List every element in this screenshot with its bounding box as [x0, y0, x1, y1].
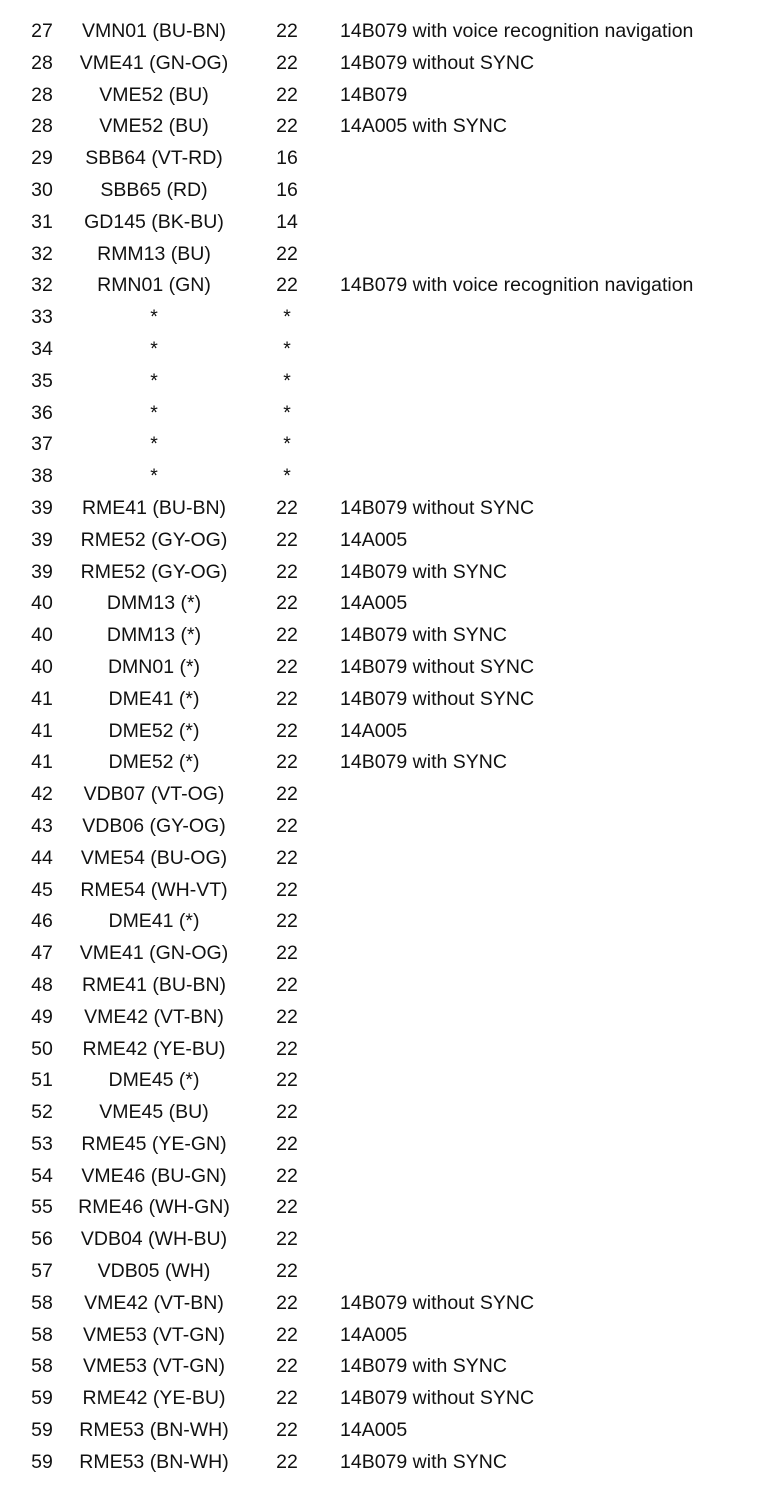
wire-gauge-cell: 22 [276, 1355, 298, 1378]
table-row [0, 1129, 768, 1161]
table-row [0, 48, 768, 80]
wire-gauge-cell: 22 [276, 1196, 298, 1219]
table-row [0, 461, 768, 493]
circuit-cell: SBB65 (RD) [100, 178, 208, 201]
circuit-cell: RME52 (GY-OG) [80, 528, 228, 551]
pin-number-cell: 59 [31, 1450, 53, 1473]
circuit-cell: RME54 (WH-VT) [80, 878, 228, 901]
circuit-cell: VME41 (GN-OG) [79, 51, 229, 74]
pin-number-cell: 52 [31, 1101, 53, 1124]
wire-gauge-cell: 22 [276, 814, 298, 837]
table-row [0, 1034, 768, 1066]
comment-cell: 14A005 [340, 1323, 408, 1346]
table-row [0, 1256, 768, 1288]
table-row [0, 1192, 768, 1224]
wire-gauge-cell: 22 [276, 1260, 298, 1283]
circuit-cell: RME46 (WH-GN) [78, 1196, 230, 1219]
circuit-cell: * [150, 306, 158, 329]
wire-gauge-cell: 22 [276, 1101, 298, 1124]
pin-number-cell: 27 [31, 20, 53, 42]
table-row [0, 557, 768, 589]
pin-number-cell: 42 [31, 783, 53, 806]
wire-gauge-cell: 14 [276, 210, 298, 233]
table-row [0, 143, 768, 175]
pin-number-cell: 31 [31, 210, 53, 233]
table-row [0, 811, 768, 843]
table-row [0, 1288, 768, 1320]
wire-gauge-cell: 22 [276, 1291, 298, 1314]
pin-number-cell: 59 [31, 1419, 53, 1442]
wire-gauge-cell: 22 [276, 942, 298, 965]
wire-gauge-cell: * [283, 401, 291, 424]
wire-gauge-cell: 22 [276, 846, 298, 869]
comment-cell: 14B079 with voice recognition navigation [340, 20, 694, 42]
pin-number-cell: 40 [31, 655, 53, 678]
circuit-cell: VDB06 (GY-OG) [82, 814, 226, 837]
table-row [0, 1351, 768, 1383]
comment-cell: 14A005 [340, 528, 408, 551]
pin-number-cell: 29 [31, 147, 53, 170]
circuit-cell: VME54 (BU-OG) [80, 846, 228, 869]
pin-number-cell: 58 [31, 1291, 53, 1314]
circuit-cell: DMM13 (*) [106, 624, 202, 647]
circuit-cell: * [150, 433, 158, 456]
comment-cell: 14B079 without SYNC [340, 51, 535, 74]
pin-number-cell: 32 [31, 274, 53, 297]
table-row [0, 620, 768, 652]
table-row [0, 334, 768, 366]
wire-gauge-cell: 22 [276, 624, 298, 647]
table-row [0, 652, 768, 684]
table-row [0, 938, 768, 970]
comment-cell: 14B079 without SYNC [340, 496, 535, 519]
pinout-table [0, 16, 768, 1479]
circuit-cell: SBB64 (VT-RD) [85, 147, 223, 170]
wire-gauge-cell: 22 [276, 1132, 298, 1155]
wire-gauge-cell: * [283, 337, 291, 360]
circuit-cell: VME52 (BU) [99, 115, 209, 138]
wire-gauge-cell: 22 [276, 83, 298, 106]
circuit-cell: DME41 (*) [108, 910, 200, 933]
table-row [0, 366, 768, 398]
pin-number-cell: 33 [31, 306, 53, 329]
circuit-cell: VME42 (VT-BN) [84, 1291, 224, 1314]
circuit-cell: RMN01 (GN) [97, 274, 211, 297]
wire-gauge-cell: * [283, 465, 291, 488]
circuit-cell: RME53 (BN-WH) [79, 1450, 229, 1473]
pin-number-cell: 58 [31, 1323, 53, 1346]
table-row [0, 207, 768, 239]
pin-number-cell: 28 [31, 83, 53, 106]
pin-number-cell: 40 [31, 592, 53, 615]
circuit-cell: DME45 (*) [108, 1069, 200, 1092]
comment-cell: 14B079 without SYNC [340, 687, 535, 710]
pin-number-cell: 37 [31, 433, 53, 456]
table-row [0, 1065, 768, 1097]
table-row [0, 588, 768, 620]
table-row [0, 398, 768, 430]
table-row [0, 493, 768, 525]
pin-number-cell: 54 [31, 1164, 53, 1187]
table-row [0, 1002, 768, 1034]
circuit-cell: * [150, 369, 158, 392]
table-row [0, 716, 768, 748]
wire-gauge-cell: 22 [276, 528, 298, 551]
circuit-cell: * [150, 401, 158, 424]
comment-cell: 14B079 with voice recognition navigation [340, 274, 694, 297]
table-row [0, 970, 768, 1002]
wire-gauge-cell: 22 [276, 115, 298, 138]
table-row [0, 111, 768, 143]
pin-number-cell: 49 [31, 1005, 53, 1028]
comment-cell: 14B079 [340, 83, 408, 106]
table-row [0, 684, 768, 716]
pin-number-cell: 39 [31, 560, 53, 583]
comment-cell: 14A005 [340, 719, 408, 742]
circuit-cell: * [150, 337, 158, 360]
pin-number-cell: 41 [31, 719, 53, 742]
circuit-cell: VDB05 (WH) [97, 1260, 211, 1283]
circuit-cell: VME42 (VT-BN) [84, 1005, 224, 1028]
wire-gauge-cell: 22 [276, 783, 298, 806]
circuit-cell: RME53 (BN-WH) [79, 1419, 229, 1442]
table-row [0, 1383, 768, 1415]
wire-gauge-cell: 22 [276, 20, 298, 42]
circuit-cell: VME52 (BU) [99, 83, 209, 106]
pin-number-cell: 28 [31, 51, 53, 74]
pin-number-cell: 32 [31, 242, 53, 265]
wire-gauge-cell: 22 [276, 1323, 298, 1346]
circuit-cell: * [150, 465, 158, 488]
circuit-cell: RME42 (YE-BU) [82, 1387, 226, 1410]
pin-number-cell: 35 [31, 369, 53, 392]
wire-gauge-cell: 22 [276, 655, 298, 678]
table-row [0, 747, 768, 779]
wire-gauge-cell: 22 [276, 1419, 298, 1442]
comment-cell: 14A005 [340, 1419, 408, 1442]
pin-number-cell: 57 [31, 1260, 53, 1283]
comment-cell: 14B079 without SYNC [340, 1291, 535, 1314]
circuit-cell: VME53 (VT-GN) [83, 1355, 225, 1378]
table-row [0, 1161, 768, 1193]
pin-number-cell: 38 [31, 465, 53, 488]
circuit-cell: VME46 (BU-GN) [81, 1164, 227, 1187]
wire-gauge-cell: 22 [276, 878, 298, 901]
wire-gauge-cell: 22 [276, 751, 298, 774]
pin-number-cell: 48 [31, 973, 53, 996]
wire-gauge-cell: 22 [276, 560, 298, 583]
table-row [0, 1224, 768, 1256]
wire-gauge-cell: 22 [276, 1387, 298, 1410]
pin-number-cell: 44 [31, 846, 53, 869]
table-row [0, 525, 768, 557]
pin-number-cell: 47 [31, 942, 53, 965]
comment-cell: 14B079 with SYNC [340, 751, 507, 774]
pin-number-cell: 45 [31, 878, 53, 901]
pin-number-cell: 56 [31, 1228, 53, 1251]
circuit-cell: DME52 (*) [108, 719, 200, 742]
pin-number-cell: 36 [31, 401, 53, 424]
circuit-cell: RME45 (YE-GN) [81, 1132, 227, 1155]
table-row [0, 1097, 768, 1129]
comment-cell: 14A005 [340, 592, 408, 615]
wire-gauge-cell: 22 [276, 496, 298, 519]
circuit-cell: VDB07 (VT-OG) [83, 783, 225, 806]
comment-cell: 14B079 with SYNC [340, 1450, 507, 1473]
wire-gauge-cell: 22 [276, 592, 298, 615]
pin-number-cell: 43 [31, 814, 53, 837]
table-row [0, 175, 768, 207]
circuit-cell: VME53 (VT-GN) [83, 1323, 225, 1346]
comment-cell: 14B079 without SYNC [340, 1387, 535, 1410]
wire-gauge-cell: 22 [276, 1450, 298, 1473]
table-row [0, 875, 768, 907]
wire-gauge-cell: 22 [276, 973, 298, 996]
pin-number-cell: 34 [31, 337, 53, 360]
table-row [0, 429, 768, 461]
comment-cell: 14B079 with SYNC [340, 560, 507, 583]
pin-number-cell: 59 [31, 1387, 53, 1410]
circuit-cell: VME41 (GN-OG) [79, 942, 229, 965]
wire-gauge-cell: 22 [276, 1069, 298, 1092]
pin-number-cell: 41 [31, 687, 53, 710]
circuit-cell: RME41 (BU-BN) [81, 496, 227, 519]
pin-number-cell: 50 [31, 1037, 53, 1060]
wire-gauge-cell: * [283, 433, 291, 456]
pin-number-cell: 41 [31, 751, 53, 774]
wire-gauge-cell: 22 [276, 1005, 298, 1028]
wire-gauge-cell: 22 [276, 51, 298, 74]
wire-gauge-cell: 22 [276, 687, 298, 710]
pin-number-cell: 46 [31, 910, 53, 933]
wire-gauge-cell: 16 [276, 147, 298, 170]
table-row [0, 779, 768, 811]
circuit-cell: RME52 (GY-OG) [80, 560, 228, 583]
wire-gauge-cell: 22 [276, 719, 298, 742]
table-row [0, 80, 768, 112]
circuit-cell: DMN01 (*) [107, 655, 201, 678]
table-row [0, 843, 768, 875]
comment-cell: 14A005 with SYNC [340, 115, 507, 138]
pin-number-cell: 58 [31, 1355, 53, 1378]
pin-number-cell: 53 [31, 1132, 53, 1155]
wire-gauge-cell: 22 [276, 242, 298, 265]
pin-number-cell: 51 [31, 1069, 53, 1092]
table-row [0, 1415, 768, 1447]
circuit-cell: VMN01 (BU-BN) [81, 20, 227, 42]
wire-gauge-cell: 22 [276, 1164, 298, 1187]
comment-cell: 14B079 with SYNC [340, 1355, 507, 1378]
table-row [0, 239, 768, 271]
circuit-cell: VDB04 (WH-BU) [80, 1228, 228, 1251]
pin-number-cell: 30 [31, 178, 53, 201]
wire-gauge-cell: 22 [276, 1037, 298, 1060]
comment-cell: 14B079 with SYNC [340, 624, 507, 647]
pin-number-cell: 39 [31, 496, 53, 519]
table-row [0, 302, 768, 334]
circuit-cell: DMM13 (*) [106, 592, 202, 615]
wire-gauge-cell: 16 [276, 178, 298, 201]
circuit-cell: RME41 (BU-BN) [81, 973, 227, 996]
circuit-cell: VME45 (BU) [99, 1101, 209, 1124]
wire-gauge-cell: 22 [276, 274, 298, 297]
wire-gauge-cell: 22 [276, 910, 298, 933]
table-row [0, 16, 768, 48]
pin-number-cell: 39 [31, 528, 53, 551]
wire-gauge-cell: 22 [276, 1228, 298, 1251]
table-row [0, 906, 768, 938]
wire-gauge-cell: * [283, 369, 291, 392]
circuit-cell: RMM13 (BU) [97, 242, 211, 265]
circuit-cell: GD145 (BK-BU) [84, 210, 224, 233]
table-row [0, 1320, 768, 1352]
table-row [0, 270, 768, 302]
pin-number-cell: 28 [31, 115, 53, 138]
table-row [0, 1447, 768, 1479]
circuit-cell: RME42 (YE-BU) [82, 1037, 226, 1060]
comment-cell: 14B079 without SYNC [340, 655, 535, 678]
circuit-cell: DME41 (*) [108, 687, 200, 710]
pin-number-cell: 40 [31, 624, 53, 647]
circuit-cell: DME52 (*) [108, 751, 200, 774]
pin-number-cell: 55 [31, 1196, 53, 1219]
wire-gauge-cell: * [283, 306, 291, 329]
